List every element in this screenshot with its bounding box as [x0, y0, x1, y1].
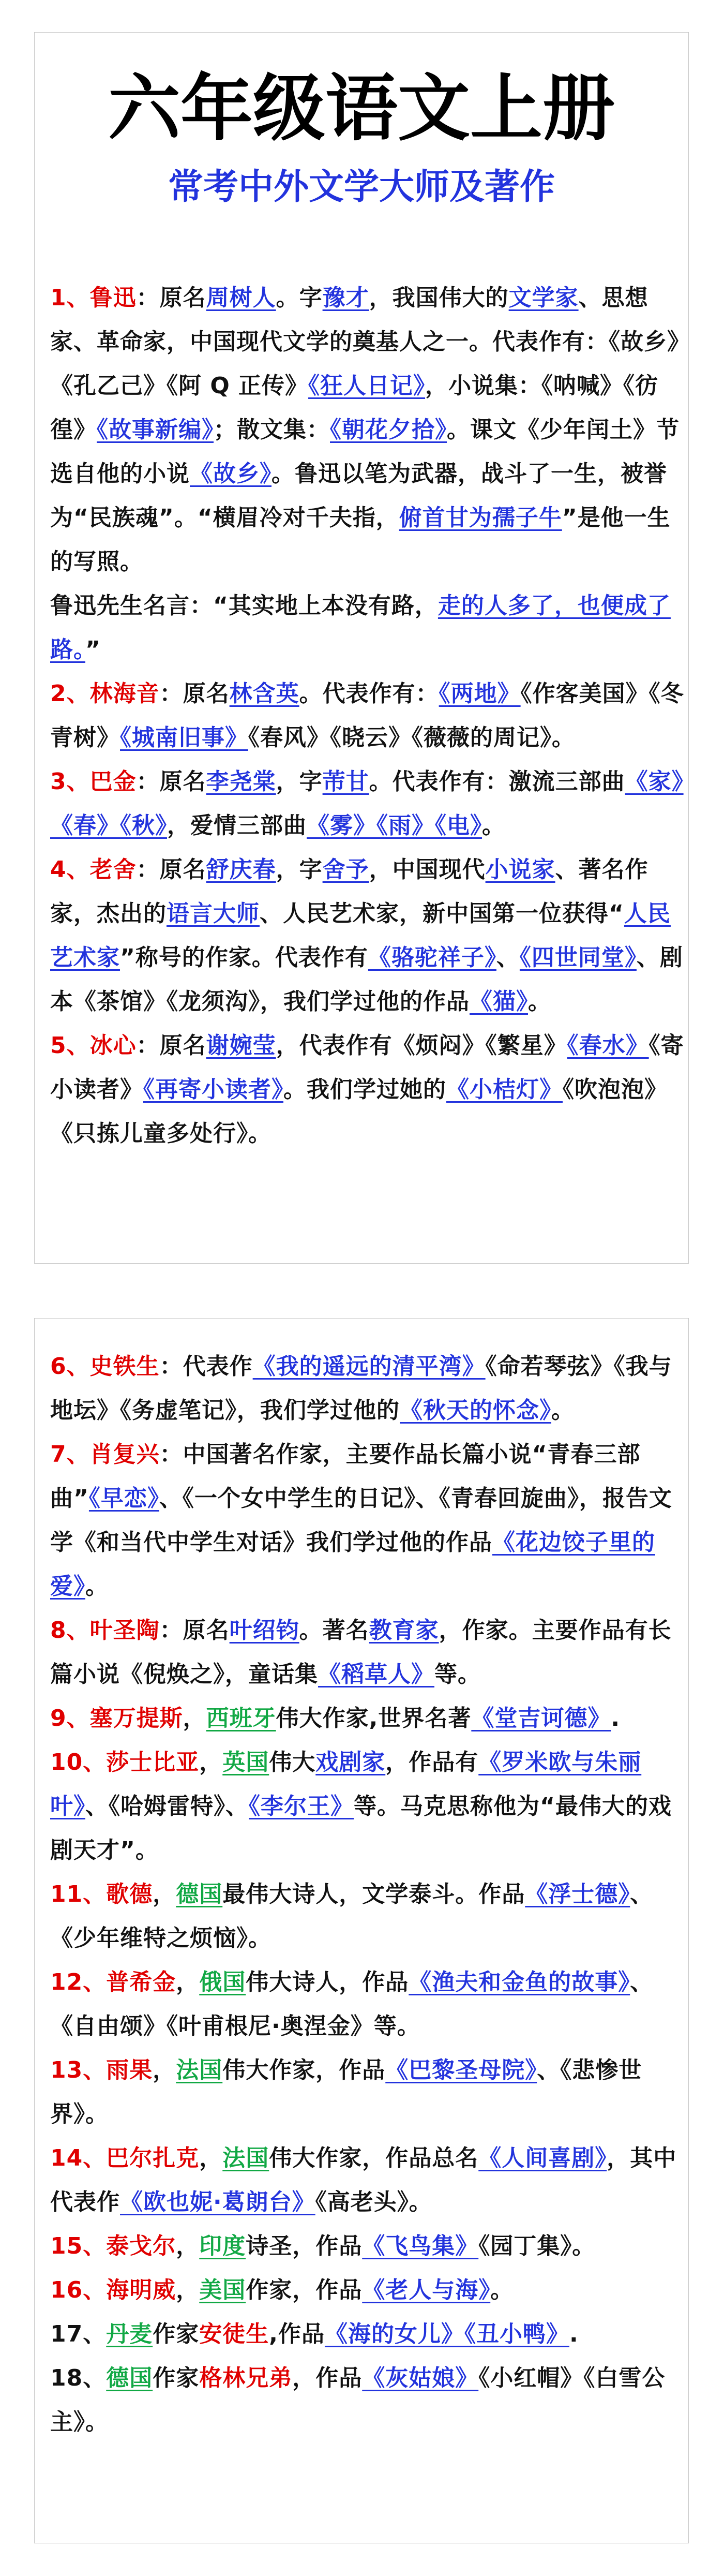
entry-text: 作家 — [153, 2365, 200, 2391]
underlined-term: 《人间喜剧》 — [478, 2145, 607, 2171]
entry-goethe — [50, 1872, 686, 1960]
underlined-term: 《家》《春》《秋》 — [50, 768, 684, 839]
entry-text: ，作品有 — [385, 1749, 479, 1775]
entry-luxun-quote — [50, 584, 686, 672]
entry-text: 鲁迅先生名言：“其实地上本没有路， — [50, 593, 438, 619]
author-name: 安徒生 — [199, 2321, 269, 2347]
entry-text: ：原名 — [136, 768, 206, 795]
entry-text: 、《悲惨世界》。 — [50, 2057, 642, 2127]
entry-text: 伟大作家,世界名著 — [276, 1705, 472, 1731]
entry-text: 伟大 — [269, 1749, 316, 1775]
entry-text: ， — [176, 2277, 200, 2303]
entry-xiaofuxing — [50, 1432, 686, 1608]
entry-text: ， — [153, 1881, 176, 1907]
entry-text: ；散文集： — [214, 417, 330, 443]
entry-text: 作家，作品 — [246, 2277, 363, 2303]
underlined-term: 李尧棠 — [206, 768, 276, 795]
entry-tagore — [50, 2224, 686, 2268]
underlined-term: 芾甘 — [322, 768, 369, 795]
page-card-2 — [34, 1318, 689, 2543]
entry-text: 、剧本《茶馆》《龙须沟》，我们学过他的作品 — [50, 944, 683, 1015]
underlined-term: 《巴黎圣母院》 — [385, 2057, 537, 2083]
entry-text: . — [569, 2321, 579, 2347]
underlined-term: 《渔夫和金鱼的故事》 — [409, 1969, 630, 1995]
underlined-term: 《故乡》 — [190, 461, 272, 487]
entry-shitiesheng — [50, 1344, 686, 1432]
entry-text: ， — [176, 2233, 200, 2259]
underlined-term: 《雾》《雨》《电》 — [307, 812, 482, 839]
underlined-term: 人民艺术家 — [50, 900, 671, 971]
underlined-term: 《狂人日记》 — [308, 373, 426, 399]
entry-text: 伟大作家，作品总名 — [269, 2145, 479, 2171]
entry-text: 。字 — [276, 285, 323, 311]
underlined-term: 叶绍钧 — [229, 1617, 299, 1644]
entry-heading: 3、巴金 — [50, 768, 137, 795]
entry-heading: 1、鲁迅 — [50, 285, 137, 311]
entry-text: 《寄小读者》 — [50, 1032, 684, 1103]
underlined-term: 语言大师 — [167, 900, 260, 927]
underlined-term: 《骆驼祥子》 — [368, 944, 496, 971]
country-name: 德国 — [176, 1881, 223, 1907]
entry-text: ，中国现代 — [369, 856, 486, 883]
entry-text: 等。马克思称他为“最伟大的戏剧天才”。 — [50, 1793, 672, 1863]
entry-heading: 4、老舍 — [50, 856, 137, 883]
entry-text: 。代表作有：激流三部曲 — [369, 768, 625, 795]
entry-text: ，小说集：《呐喊》《彷徨》 — [50, 373, 659, 443]
entry-text: 《春风》《晓云》《薇薇的周记》。 — [248, 724, 575, 751]
underlined-term: 《浮士德》 — [525, 1881, 630, 1907]
underlined-term: 《稻草人》 — [318, 1661, 434, 1687]
entry-text: ：原名 — [136, 285, 206, 311]
entry-text: 。鲁迅以笔为武器，战斗了一生，被誉为“民族魂”。“横眉冷对千夫指， — [50, 461, 667, 531]
underlined-term: 《秋天的怀念》 — [400, 1397, 551, 1424]
entry-text: ：原名 — [136, 1032, 206, 1059]
entry-text: 18、 — [50, 2365, 107, 2391]
underlined-term: 俯首甘为孺子牛 — [399, 505, 562, 531]
country-name: 德国 — [106, 2365, 153, 2391]
underlined-term: 《罗米欧与朱丽叶》 — [50, 1749, 642, 1819]
entry-text: ” — [85, 636, 101, 663]
entry-text: 。 — [551, 1397, 575, 1424]
underlined-term: 周树人 — [206, 285, 276, 311]
entry-text: 《作客美国》《冬青树》 — [50, 680, 684, 751]
underlined-term: 《城南旧事》 — [120, 724, 248, 751]
entry-yeshengtao — [50, 1608, 686, 1696]
entry-text: ，我国伟大的 — [369, 285, 509, 311]
entry-heading: 10、莎士比亚 — [50, 1749, 200, 1775]
underlined-term: 林含英 — [229, 680, 299, 707]
country-name: 印度 — [199, 2233, 246, 2259]
entry-text: 、 — [496, 944, 520, 971]
entry-text: ,作品 — [269, 2321, 325, 2347]
entry-text: 。 — [482, 812, 505, 839]
entry-grimm — [50, 2356, 686, 2444]
entry-heading: 15、泰戈尔 — [50, 2233, 176, 2259]
entry-text: ：代表作 — [159, 1353, 253, 1380]
entry-text: ”称号的作家。代表作有 — [120, 944, 368, 971]
entry-text: 。 — [490, 2277, 514, 2303]
entry-text: 。著名 — [299, 1617, 369, 1644]
entry-hugo — [50, 2048, 686, 2136]
entry-heading: 6、史铁生 — [50, 1353, 160, 1380]
entry-text: ：中国著名作家，主要作品长篇小说“青春三部曲” — [50, 1441, 641, 1512]
entry-text: 。课文《少年闰土》节选自他的小说 — [50, 417, 680, 487]
entry-shakespeare — [50, 1740, 686, 1872]
entry-andersen — [50, 2312, 686, 2356]
entry-text: ，代表作有《烦闷》《繁星》 — [276, 1032, 567, 1059]
country-name: 丹麦 — [106, 2321, 153, 2347]
entry-text: 等。 — [434, 1661, 481, 1687]
country-name: 俄国 — [199, 1969, 246, 1995]
entry-text: 。 — [85, 1573, 109, 1600]
entry-text: ，字 — [276, 768, 323, 795]
entry-heading: 8、叶圣陶 — [50, 1617, 160, 1644]
entry-cervantes — [50, 1696, 686, 1740]
underlined-term: 舍予 — [322, 856, 369, 883]
underlined-term: 《花边饺子里的爱》 — [50, 1529, 655, 1600]
entry-pushkin — [50, 1960, 686, 2048]
entry-text: 伟大诗人，作品 — [246, 1969, 409, 1995]
entry-laoshe — [50, 848, 686, 1024]
underlined-term: 走的人多了，也便成了路。 — [50, 593, 671, 663]
entry-linhaiyin — [50, 672, 686, 760]
entry-text: 最伟大诗人，文学泰斗。作品 — [222, 1881, 525, 1907]
page-subtitle: 常考中外文学大师及著作 — [168, 167, 555, 208]
entry-text: 、人民艺术家，新中国第一位获得“ — [260, 900, 624, 927]
underlined-term: 《四世同堂》 — [519, 944, 637, 971]
entry-text: 伟大作家，作品 — [222, 2057, 386, 2083]
entry-text: 、《一个女中学生的日记》、《青春回旋曲》，报告文学《和当代中学生对话》我们学过他的作品 — [50, 1485, 672, 1556]
entry-text: ：原名 — [136, 856, 206, 883]
entry-text: ，爱情三部曲 — [167, 812, 307, 839]
page-title: 六年级语文上册 — [108, 66, 615, 151]
underlined-term: 《小桔灯》 — [446, 1076, 563, 1103]
underlined-term: 《朝花夕拾》 — [330, 417, 447, 443]
entry-heading: 11、歌德 — [50, 1881, 153, 1907]
entry-text: 《吹泡泡》《只拣儿童多处行》。 — [50, 1076, 668, 1147]
entry-text: 、思想家、革命家，中国现代文学的奠基人之一。代表作有：《故乡》《孔乙己》《阿 Q 正传》 — [50, 285, 679, 399]
underlined-term: 《春水》 — [567, 1032, 649, 1059]
entry-text: 《小红帽》《白雪公主》。 — [50, 2365, 666, 2435]
underlined-term: 教育家 — [369, 1617, 439, 1644]
entry-text: . — [611, 1705, 621, 1731]
entry-heading: 2、林海音 — [50, 680, 160, 707]
underlined-term: 《李尔王》 — [249, 1793, 354, 1819]
underlined-term: 《灰姑娘》 — [362, 2365, 479, 2391]
underlined-term: 文学家 — [508, 285, 579, 311]
entry-text: ，字 — [276, 856, 323, 883]
entry-text: ，作品 — [292, 2365, 363, 2391]
entry-text: 。我们学过她的 — [283, 1076, 446, 1103]
entry-text: 、《少年维特之烦恼》。 — [50, 1881, 654, 1951]
entry-text: 、《哈姆雷特》、 — [85, 1793, 249, 1819]
country-name: 西班牙 — [206, 1705, 276, 1731]
entry-text: ，作家。主要作品有长篇小说《倪焕之》，童话集 — [50, 1617, 672, 1687]
entry-heading: 12、普希金 — [50, 1969, 176, 1995]
entry-text: ：原名 — [159, 1617, 230, 1644]
underlined-term: 《欧也妮·葛朗台》 — [120, 2189, 315, 2215]
underlined-term: 《我的遥远的清平湾》 — [252, 1353, 486, 1380]
entry-heading: 13、雨果 — [50, 2057, 153, 2083]
underlined-term: 《海的女儿》《丑小鸭》 — [324, 2321, 569, 2347]
entry-text: 《命若琴弦》《我与地坛》《务虚笔记》，我们学过他的 — [50, 1353, 672, 1424]
entry-text: ，其中代表作 — [50, 2145, 677, 2215]
entry-text: 、《自由颂》《叶甫根尼·奥涅金》等。 — [50, 1969, 654, 2039]
underlined-term: 舒庆春 — [206, 856, 276, 883]
underlined-term: 小说家 — [485, 856, 555, 883]
entry-text: ， — [176, 1969, 200, 1995]
underlined-term: 谢婉莹 — [206, 1032, 276, 1059]
underlined-term: 《两地》 — [439, 680, 521, 707]
entries-section-2 — [50, 1344, 686, 2444]
underlined-term: 《老人与海》 — [362, 2277, 491, 2303]
entry-luxun — [50, 276, 686, 584]
underlined-term: 《猫》 — [470, 988, 528, 1015]
entry-text: ， — [153, 2057, 176, 2083]
entry-text: 《高老头》。 — [315, 2189, 432, 2215]
entry-heading: 14、巴尔扎克 — [50, 2145, 200, 2171]
country-name: 美国 — [199, 2277, 246, 2303]
underlined-term: 《故事新编》 — [97, 417, 214, 443]
underlined-term: 《再寄小读者》 — [143, 1076, 283, 1103]
underlined-term: 豫才 — [322, 285, 369, 311]
entry-text: 作家 — [153, 2321, 200, 2347]
country-name: 法国 — [176, 2057, 223, 2083]
entry-text: ”是他一生的写照。 — [50, 505, 671, 575]
entry-heading: 9、塞万提斯 — [50, 1705, 183, 1731]
entry-text: 诗圣，作品 — [246, 2233, 363, 2259]
entry-bingxin — [50, 1024, 686, 1156]
entry-text: 《园丁集》。 — [478, 2233, 596, 2259]
entry-heading: 16、海明威 — [50, 2277, 176, 2303]
entry-text: 、著名作家，杰出的 — [50, 856, 648, 927]
entry-heading: 5、冰心 — [50, 1032, 137, 1059]
underlined-term: 戏剧家 — [315, 1749, 386, 1775]
entry-text: 。代表作有： — [299, 680, 439, 707]
entry-heading: 7、肖复兴 — [50, 1441, 160, 1468]
page-card-1 — [34, 32, 689, 1264]
entry-text: ， — [199, 1749, 223, 1775]
entry-text: 。 — [528, 988, 551, 1015]
author-name: 格林兄弟 — [199, 2365, 293, 2391]
entry-bajin — [50, 760, 686, 848]
underlined-term: 《早恋》 — [88, 1485, 159, 1512]
underlined-term: 《堂吉诃德》 — [471, 1705, 611, 1731]
underlined-term: 《飞鸟集》 — [362, 2233, 479, 2259]
entry-text: ， — [183, 1705, 206, 1731]
entry-text: 17、 — [50, 2321, 107, 2347]
entry-text: ：原名 — [159, 680, 230, 707]
country-name: 英国 — [222, 1749, 269, 1775]
entry-hemingway — [50, 2268, 686, 2312]
entry-text: ， — [199, 2145, 223, 2171]
country-name: 法国 — [222, 2145, 269, 2171]
entries-section-1 — [50, 276, 686, 1156]
entry-balzac — [50, 2136, 686, 2224]
